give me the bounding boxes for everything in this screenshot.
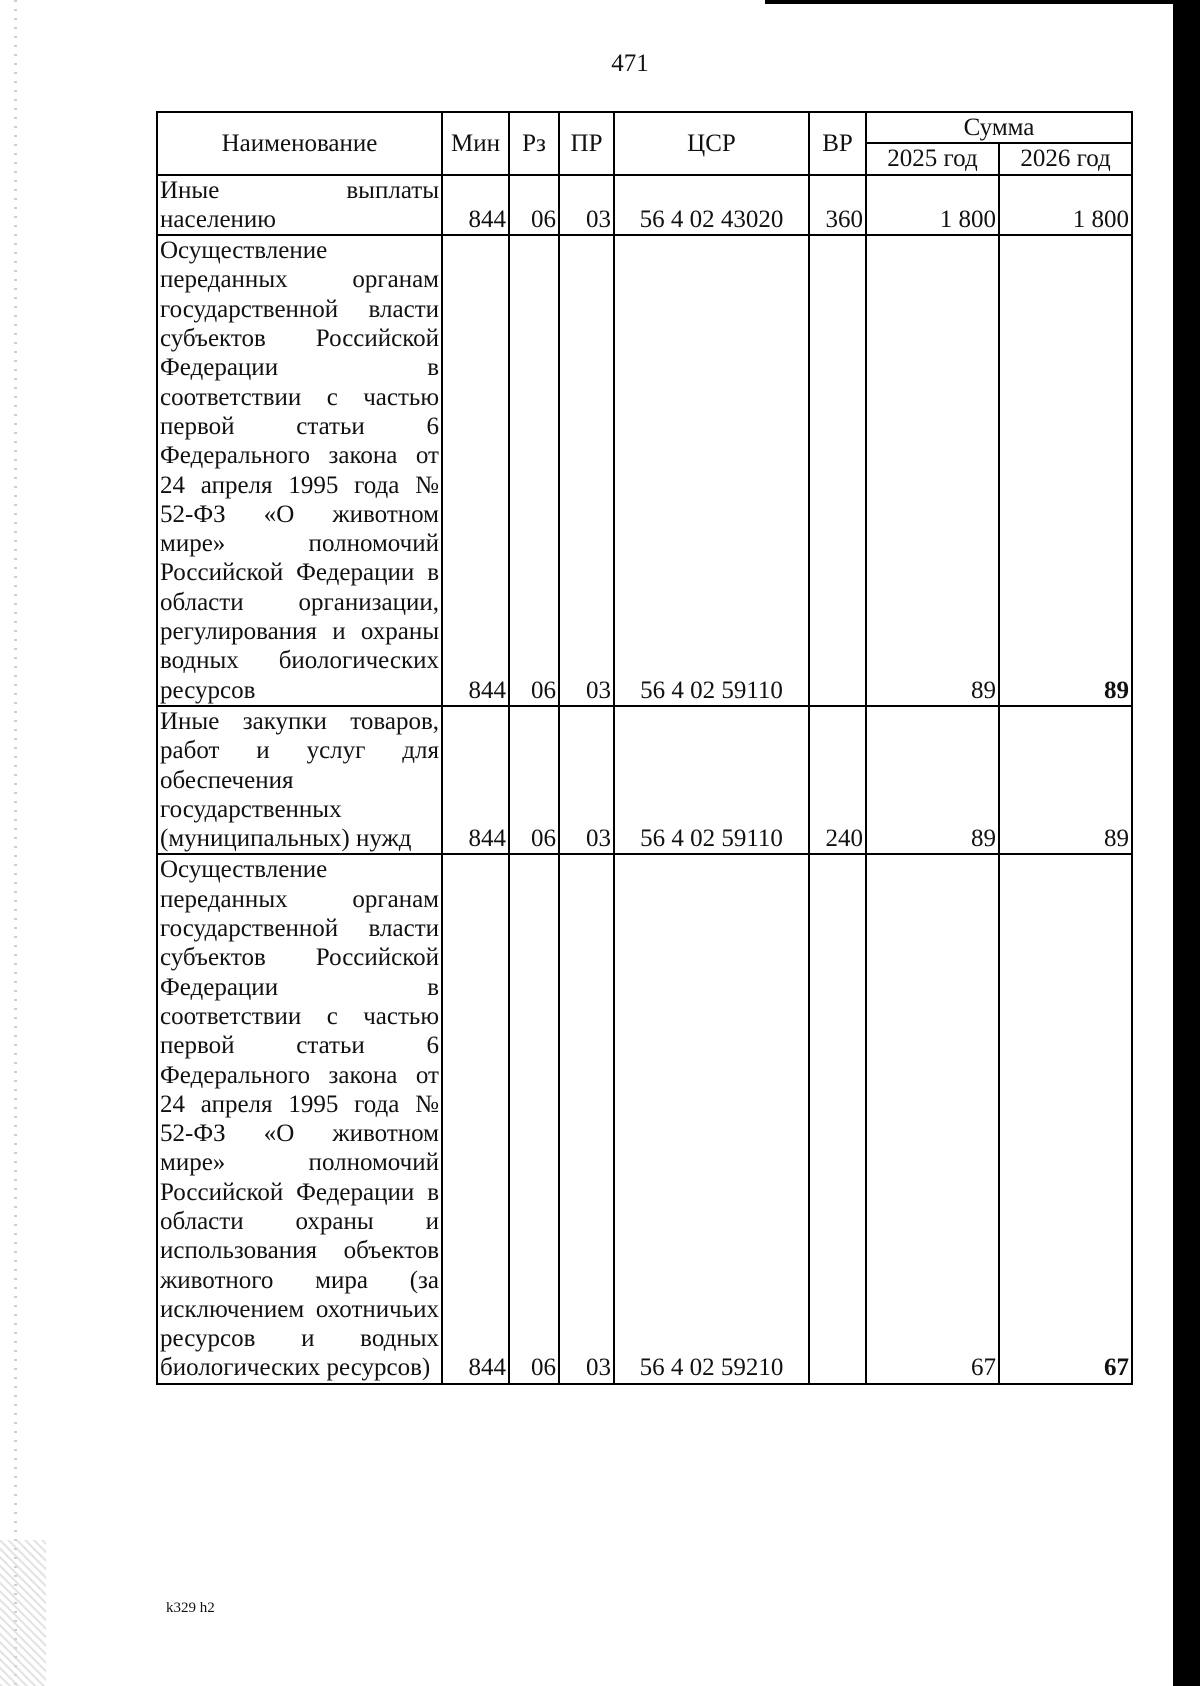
header-min: Мин bbox=[442, 112, 509, 175]
header-pr: ПР bbox=[559, 112, 614, 175]
row-rz: 06 bbox=[509, 854, 559, 1383]
row-csr: 56 4 02 43020 bbox=[614, 175, 809, 236]
scan-right-edge bbox=[1173, 0, 1200, 1686]
row-min: 844 bbox=[442, 175, 509, 236]
scan-left-edge-noise bbox=[14, 0, 17, 1686]
row-sum-2026: 89 bbox=[999, 706, 1132, 854]
table-row bbox=[157, 235, 1132, 706]
row-pr: 03 bbox=[559, 175, 614, 236]
row-sum-2025: 89 bbox=[866, 706, 999, 854]
header-year-2025: 2025 год bbox=[866, 143, 999, 174]
row-rz: 06 bbox=[509, 175, 559, 236]
header-year-2026: 2026 год bbox=[999, 143, 1132, 174]
row-name: Иные закупки товаров, работ и услуг для обеспечения государственных (муниципальных) нужд bbox=[157, 706, 442, 854]
row-pr: 03 bbox=[559, 706, 614, 854]
row-rz: 06 bbox=[509, 706, 559, 854]
footer-code: k329 h2 bbox=[166, 1600, 215, 1616]
row-vr: 240 bbox=[809, 706, 866, 854]
header-csr: ЦСР bbox=[614, 112, 809, 175]
row-name: Осуществление переданных органам государственной власти субъектов Российской Федерации в соответствии с частью первой статьи 6 Федерального закона от 24 апреля 1995 года № 52-ФЗ «О животном мире» полномочий Российской Федерации в области охраны и использования объектов животного мира (за исключением охотничьих ресурсов и водных биологических ресурсов) bbox=[157, 854, 442, 1383]
row-sum-2026: 67 bbox=[999, 854, 1132, 1383]
row-vr: 360 bbox=[809, 175, 866, 236]
row-min: 844 bbox=[442, 235, 509, 706]
row-sum-2026: 89 bbox=[999, 235, 1132, 706]
top-edge-rule bbox=[765, 0, 1200, 4]
row-min: 844 bbox=[442, 854, 509, 1383]
row-vr bbox=[809, 235, 866, 706]
table-row bbox=[157, 706, 1132, 854]
header-rz: Рз bbox=[509, 112, 559, 175]
row-name: Иные выплаты населению bbox=[157, 175, 442, 236]
table-row bbox=[157, 854, 1132, 1383]
row-sum-2025: 1 800 bbox=[866, 175, 999, 236]
table-body bbox=[157, 175, 1132, 1384]
row-pr: 03 bbox=[559, 854, 614, 1383]
row-name: Осуществление переданных органам государственной власти субъектов Российской Федерации в соответствии с частью первой статьи 6 Федерального закона от 24 апреля 1995 года № 52-ФЗ «О животном мире» полномочий Российской Федерации в области организации, регулирования и охраны водных биологических ресурсов bbox=[157, 235, 442, 706]
header-vr: ВР bbox=[809, 112, 866, 175]
row-min: 844 bbox=[442, 706, 509, 854]
header-name: Наименование bbox=[157, 112, 442, 175]
table-header bbox=[157, 112, 1132, 175]
row-vr bbox=[809, 854, 866, 1383]
row-csr: 56 4 02 59110 bbox=[614, 706, 809, 854]
row-pr: 03 bbox=[559, 235, 614, 706]
header-row-1 bbox=[157, 112, 1132, 143]
table-row bbox=[157, 175, 1132, 236]
budget-table bbox=[156, 111, 1133, 1385]
scan-corner-noise bbox=[0, 1540, 46, 1686]
row-csr: 56 4 02 59210 bbox=[614, 854, 809, 1383]
row-sum-2026: 1 800 bbox=[999, 175, 1132, 236]
page-number: 471 bbox=[611, 50, 649, 77]
row-sum-2025: 89 bbox=[866, 235, 999, 706]
row-rz: 06 bbox=[509, 235, 559, 706]
row-sum-2025: 67 bbox=[866, 854, 999, 1383]
row-csr: 56 4 02 59110 bbox=[614, 235, 809, 706]
header-sum: Сумма bbox=[866, 112, 1132, 143]
